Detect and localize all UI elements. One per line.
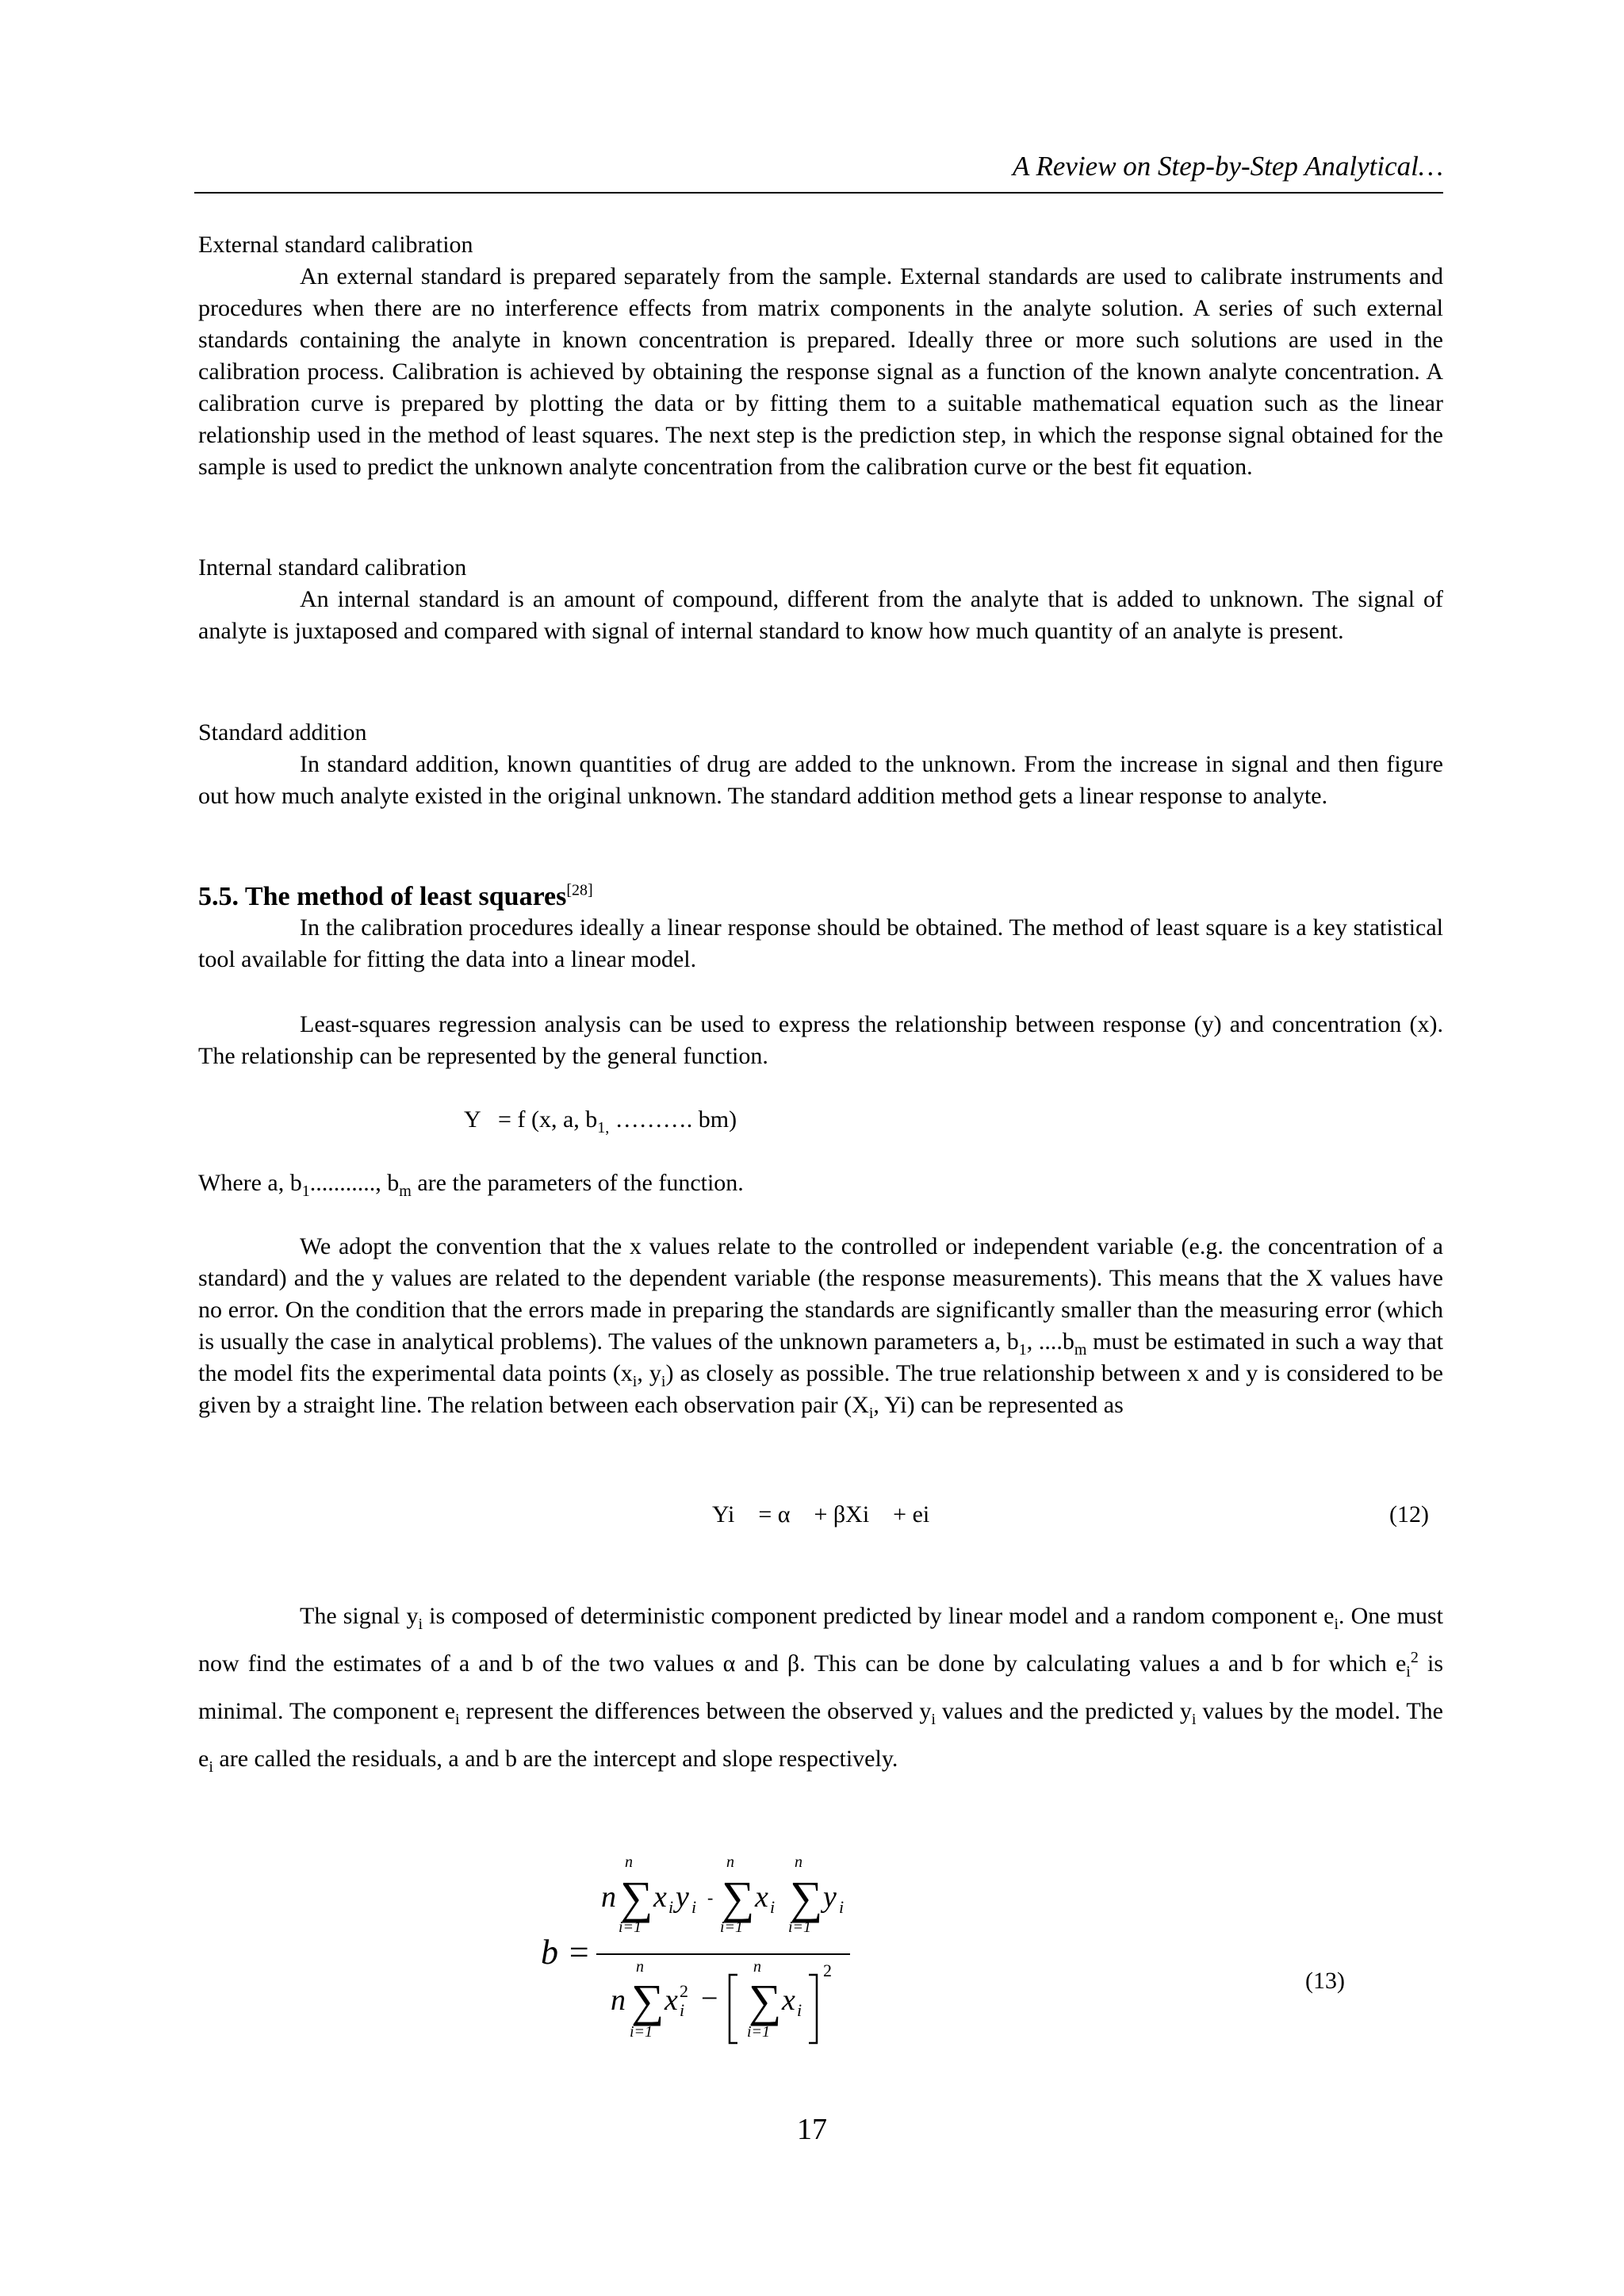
general-function — [464, 1104, 737, 1136]
eq13-den-x1-sub: i — [680, 2000, 685, 2020]
convention-s5: i — [868, 1405, 874, 1422]
where-b: ..........., b — [309, 1170, 400, 1196]
page-number: 17 — [797, 2113, 827, 2146]
section-title — [198, 880, 1443, 914]
equation-12-number: (12) — [1389, 1501, 1429, 1527]
paragraph-least-squares-2: Least-squares regression analysis can be used to express the relationship between response (y) and concentration (x). The relationship can be represented by the general function. — [198, 1011, 1443, 1069]
eq13-num-x1: x — [653, 1880, 667, 1914]
equation-13-number: (13) — [1305, 1968, 1345, 1994]
eq13-num-sum1-top: n — [625, 1853, 633, 1871]
general-function-sub: 1, — [597, 1119, 610, 1137]
header-rule — [194, 192, 1443, 194]
eq13-den-bracket-sup: 2 — [823, 1961, 832, 1980]
where-line — [198, 1167, 1443, 1199]
eq13-den-x2: x — [782, 1984, 795, 2017]
paragraph-convention — [198, 1231, 1443, 1421]
eq13-den-sum2: ∑ — [749, 1975, 782, 2026]
eq13-den-x2-sub: i — [797, 2000, 802, 2020]
eq13-num-sum3-bottom: i=1 — [788, 1918, 812, 1936]
convention-t1: We adopt the convention that the x values relate to the controlled or independent variable (e.g. the concentration of a standard) and the y values are related to the dependent variable (the response measurements). This means that the X values have no error. On the condition that the errors made in preparing the standards are significantly smaller than the measuring error (which is usually the case in analytical problems). The values of the unknown parameters a, b — [198, 1233, 1443, 1355]
section-title-ref: [28] — [566, 881, 593, 899]
block-where — [198, 1167, 1443, 1199]
eq13-num-sum2-bottom: i=1 — [720, 1918, 744, 1936]
signal-s6: i — [1191, 1711, 1197, 1728]
convention-s4: i — [661, 1373, 666, 1390]
eq13-num-x2-sub: i — [770, 1897, 776, 1917]
subheading-internal: Internal standard calibration — [198, 554, 467, 581]
block-signal — [198, 1593, 1443, 1783]
eq13-num-sum3-top: n — [795, 1853, 802, 1871]
eq13-right-bracket — [809, 1975, 817, 2043]
signal-sup3: 2 — [1410, 1649, 1419, 1666]
signal-s3: i — [1406, 1663, 1411, 1681]
section-internal-standard — [198, 552, 1443, 647]
eq13-num-minus: - — [707, 1888, 714, 1907]
convention-t6: , Yi) can be represented as — [873, 1392, 1124, 1418]
signal-t1: The signal y — [300, 1603, 419, 1629]
signal-s2: i — [1334, 1616, 1339, 1633]
signal-s5: i — [931, 1711, 936, 1728]
block-convention — [198, 1231, 1443, 1421]
eq13-num-sum1: ∑ — [620, 1872, 653, 1923]
section-external-standard — [198, 229, 1443, 483]
convention-t4: , y — [637, 1360, 661, 1386]
general-function-lhs: Y = f (x, a, b — [464, 1106, 598, 1133]
eq13-num-sum1-bottom: i=1 — [619, 1918, 642, 1936]
paragraph-external: An external standard is prepared separately from the sample. External standards are used to calibrate instruments and procedures when there are no interference effects from matrix components in the analyte solution. A series of such external standards containing the analyte in known concentration is prepared. Ideally three or more such solutions are used in the calibration process. Calibration is achieved by obtaining the response signal as a function of the known analyte concentration. A calibration curve is prepared by plotting the data or by fitting them to a suitable mathematical equation such as the linear relationship used in the method of least squares. The next step is the prediction step, in which the response signal obtained for the sample is used to predict the unknown analyte concentration from the calibration curve or the best fit equation. — [198, 263, 1443, 480]
convention-s1: 1 — [1018, 1341, 1027, 1359]
eq13-num-sum2-top: n — [726, 1853, 734, 1871]
running-title: A Review on Step-by-Step Analytical… — [1013, 151, 1443, 182]
signal-t4: is minimal. The component e — [198, 1650, 1443, 1724]
where-c: are the parameters of the function. — [411, 1170, 744, 1196]
signal-t5: represent the differences between the observed y — [459, 1698, 932, 1724]
section-standard-addition — [198, 717, 1443, 812]
section-least-squares — [198, 880, 1443, 976]
convention-s2: m — [1074, 1341, 1087, 1359]
equation-13 — [523, 1848, 920, 2062]
eq13-den-n: n — [611, 1984, 626, 2017]
eq13-left-bracket — [730, 1975, 737, 2043]
eq13-den-sum1: ∑ — [631, 1975, 665, 2026]
signal-t8: are called the residuals, a and b are the intercept and slope respectively. — [213, 1746, 898, 1772]
eq13-den-sum2-top: n — [753, 1958, 761, 1976]
eq13-den-x1: x — [665, 1984, 678, 2017]
convention-t5: ) as closely as possible. The true relationship between x and y is considered to be given by a straight line. The relation between each observation pair (X — [198, 1360, 1444, 1418]
signal-s1: i — [418, 1616, 423, 1633]
equation-12: Yi = α + βXi + ei — [712, 1501, 930, 1527]
paragraph-signal — [198, 1593, 1443, 1783]
paragraph-internal: An internal standard is an amount of compound, different from the analyte that is added to unknown. The signal of analyte is juxtaposed and compared with signal of internal standard to know how much quantity of an analyte is present. — [198, 586, 1443, 644]
eq13-num-y3: y — [823, 1880, 837, 1914]
subheading-addition: Standard addition — [198, 719, 367, 746]
section-title-text: 5.5. The method of least squares — [198, 882, 567, 911]
eq13-num-y1-sub: i — [691, 1897, 697, 1917]
where-sub1: 1 — [301, 1182, 310, 1200]
block-least-squares-2 — [198, 1009, 1443, 1072]
eq13-den-x1-sup: 2 — [680, 1981, 688, 2001]
subheading-external: External standard calibration — [198, 232, 473, 258]
signal-t6: values and the predicted y — [935, 1698, 1192, 1724]
signal-s4: i — [455, 1711, 460, 1728]
eq13-num-sum2: ∑ — [722, 1872, 755, 1923]
eq13-den-sum2-bottom: i=1 — [747, 2023, 771, 2041]
eq13-num-x2: x — [755, 1880, 768, 1914]
signal-s7: i — [209, 1758, 213, 1776]
where-subm: m — [399, 1182, 412, 1200]
paragraph-least-squares-1: In the calibration procedures ideally a linear response should be obtained. The method of least square is a key statistical tool available for fitting the data into a linear model. — [198, 914, 1443, 972]
eq13-den-sum1-bottom: i=1 — [630, 2023, 653, 2041]
convention-s3: i — [632, 1373, 638, 1390]
eq13-num-sum3: ∑ — [790, 1872, 823, 1923]
signal-t2: is composed of deterministic component predicted by linear model and a random component e — [423, 1603, 1335, 1629]
eq13-num-y1: y — [676, 1880, 689, 1914]
signal-t3: . One must now find the estimates of a and b of the two values α and β. This can be done by calculating values a and b for which e — [198, 1603, 1443, 1677]
eq13-num-x1-sub: i — [668, 1897, 674, 1917]
convention-t3: must be estimated in such a way that the model fits the experimental data points (x — [198, 1328, 1444, 1386]
convention-t2: , ....b — [1026, 1328, 1074, 1355]
where-a: Where a, b — [198, 1170, 302, 1196]
general-function-rhs: ………. bm) — [609, 1106, 737, 1133]
eq13-den-sum1-top: n — [636, 1958, 644, 1976]
eq13-den-minus: − — [701, 1982, 718, 2015]
eq13-b: b = — [541, 1933, 591, 1972]
signal-t7: values by the model. The e — [198, 1698, 1443, 1772]
eq13-num-n: n — [601, 1880, 616, 1914]
eq13-num-y3-sub: i — [839, 1897, 845, 1917]
paragraph-addition: In standard addition, known quantities of drug are added to the unknown. From the increase in signal and then figure out how much analyte existed in the original unknown. The standard addition method gets a linear response to analyte. — [198, 751, 1443, 809]
